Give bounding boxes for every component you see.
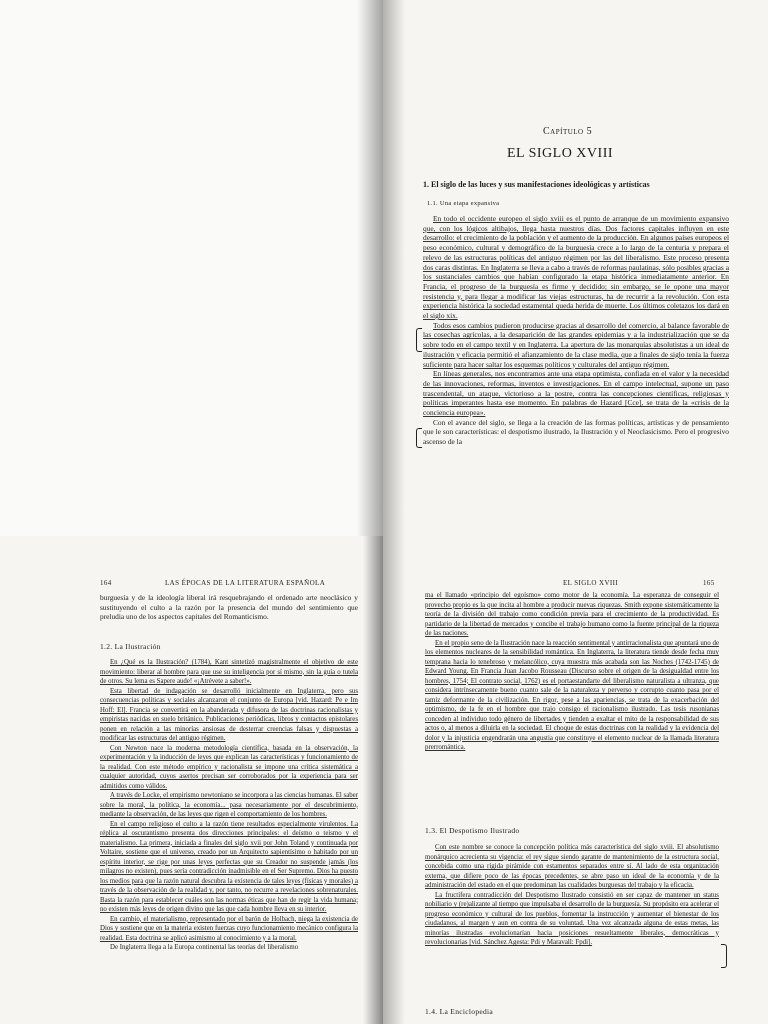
paragraph: ma el llamado «principio del egoísmo» como motor de la economía. La esperanza de conseguir el provecho propio es la que incita al hombre a producir nuevas riquezas. Smith expone sistemáticamente la teoría de la división del trabajo como condición previa para el crecimiento de la productividad. Es partidario de la libertad de mercados y concibe el trabajo humano como la fuente principal de la riqueza de las naciones. [425, 592, 719, 637]
paragraph: De Inglaterra llega a la Europa continental las teorías del liberalismo [110, 944, 299, 951]
chapter-label: Capítulo 5 [543, 126, 593, 137]
margin-bracket [416, 428, 422, 448]
next-section-heading: 1.4. La Enciclopedia [425, 1007, 494, 1016]
paragraph: En el propio seno de la Ilustración nace la reacción sentimental y antirracionalista que apuntará uno de los elementos nucleares de la sensibilidad romántica. En Inglaterra, la literatura tiende desde fecha muy temprana hacia lo tenebroso y melancólico, cuya muestra más acabada son las Noches (1742-1745) de Edward Young. En Francia Juan Jacobo Rousseau (Discurso sobre el origen de la desigualdad entre los hombres, 1754; El contrato social, 1762) es el portaestandarte del liberalismo naturalista a ultranza, que considera intrínsecamente bueno cuanto sale de la naturaleza y perverso y corrupto cuanto pasa por el tamiz deformante de la civilización. En rigor, pese a las apariencias, se trata de la exacerbación del optimismo, de la fe en el hombre que trajo consigo el racionalismo ilustrado. Las tesis rusonianas conceden al individuo todo género de libertades y tienden a exaltar el mito de la responsabilidad de sus actos o, al menos a diluirla en la sociedad. El choque de estas doctrinas con la realidad y la evidencia del dolor y la injusticia engendrarán una angustia que constituye el elemento nuclear de la llamada literatura prerromántica. [425, 639, 719, 751]
paragraph: En todo el occidente europeo el siglo xviii es el punto de arranque de un movimiento expansivo que, con los lógicos altibajos, llega hasta nuestros días. Dos factores capitales influyen en este desarrollo: el crecimiento de la población y el aumento de la producción. En algunos países europeos el peso económico, cultural y demográfico de la burguesía crece a lo largo de la centuria y prepara el relevo de las estructuras políticas del antiguo régimen por las del liberalismo. Este proceso presenta dos caras distintas. En Inglaterra se lleva a cabo a través de reformas paulatinas, sólo posibles gracias a los sustanciales cambios que habían configurado la etapa histórica inmediatamente anterior. En Francia, el progreso de la burguesía es firme y decidido; sin embargo, se le opone una mayor resistencia y, para llegar a modificar las viejas estructuras, ha de recurrir a la revolución. Con esta experiencia histórica la sociedad estamental queda herida de muerte. Los últimos coletazos los dará en el siglo xix. [423, 214, 729, 321]
section-heading: 1.3. El Despotismo Ilustrado [425, 826, 520, 835]
body-text-2 [425, 843, 719, 948]
paragraph: burguesía y de la ideología liberal irá resquebrajando el ordenado arte neoclásico y sustituyendo el culto a la razón por la presencia del mundo del sentimiento que preludia uno de los aspectos capitales del Romanticismo. [100, 593, 358, 622]
paragraph: Todos esos cambios pudieron producirse gracias al desarrollo del comercio, al balance favorable de las cosechas agrícolas, a la desaparición de las grandes epidemias y a la industrialización que se da sobre todo en el campo textil y en Inglaterra. La apertura de las monarquías absolutistas a un ideal de ilustración y eficacia permitió el afianzamiento de la clase media, que a finales de siglo tenía la fuerza suficiente para hacer saltar los esquemas políticos y culturales del antiguo régimen. [423, 320, 729, 369]
gutter-shadow [357, 0, 383, 536]
gutter-shadow [363, 536, 383, 1024]
body-text [425, 591, 719, 753]
running-head: LAS ÉPOCAS DE LA LITERATURA ESPAÑOLA [165, 579, 326, 587]
page-number: 165 [703, 579, 715, 587]
body-text [423, 214, 729, 447]
margin-bracket [721, 944, 727, 968]
margin-bracket [416, 328, 422, 352]
paragraph: Con el avance del siglo, se llega a la creación de las formas políticas, artísticas y de pensamiento que le son características: el despotismo ilustrado, la Ilustración y el Neoclasicismo. Pero el progresivo ascenso de la [423, 417, 729, 447]
subsection-heading: 1.1. Una etapa expansiva [427, 200, 500, 207]
page-number: 164 [100, 579, 112, 587]
gutter-shadow [383, 536, 405, 1024]
paragraph: En ¿Qué es la Ilustración? (1784), Kant sintetizó magistralmente el objetivo de este movimiento: liberar al hombre para que use su inteligencia por sí mismo, sin la guía o tutela de otros. Su lema es Sapere aude! «¡Atrévete a saber!». [100, 659, 358, 685]
chapter-title: EL SIGLO XVIII [507, 146, 614, 161]
body-text [100, 658, 358, 953]
blank-page-left [0, 0, 383, 536]
paragraph: En cambio, el materialismo, representado por el barón de Holbach, niega la existencia de Dios y sostiene que en la materia existen fuerzas cuyo funcionamiento mecánico configura la realidad. Esta doctrina se aplicó asimismo al conocimiento y a la moral. [100, 915, 358, 942]
paragraph: En líneas generales, nos encontramos ante una etapa optimista, confiada en el valor y la necesidad de las innovaciones, reformas, inventos e investigaciones. En el campo intelectual, supone un paso trascendental, un ataque, victorioso a la postre, contra las concepciones científicas, religiosas y políticas imperantes hasta ese momento. En palabras de Hazard [Cce], se trata de la «crisis de la conciencia europea». [423, 369, 729, 418]
running-head: EL SIGLO XVIII [563, 579, 619, 587]
paragraph: Con este nombre se conoce la concepción política más característica del siglo xviii. El absolutismo monárquico acrecienta su vigencia: el rey sigue siendo garante de mantenimiento de la estructura social, concebida como una rígida pirámide con estamentos separados entre sí. Al lado de esta organización externa, que difiere poco de las épocas precedentes, se abre paso un ideal de la economía y de la administración del estado en el que predominan las cualidades burguesas del trabajo y la eficacia. [425, 844, 719, 889]
gutter-shadow [383, 0, 405, 536]
page-165 [383, 536, 768, 1024]
page-chapter-opening [383, 0, 768, 536]
section-heading: 1. El siglo de las luces y sus manifestaciones ideológicas y artísticas [423, 180, 650, 189]
section-heading: 1.2. La Ilustración [100, 642, 161, 651]
paragraph: La fructífera contradicción del Despotismo Ilustrado consistió en ser capaz de mantener un status nobiliario y (re)alizante al tiempo que impulsaba el desarrollo de la burguesía. Su propósito era acelerar el progreso económico y cultural de los pueblos, fomentar la instrucción y aumentar el bienestar de los ciudadanos, al margen y aun en contra de su voluntad. Una vez alcanzada alguna de estas metas, las minorías ilustradas evolucionarían hacia posiciones resueltamente liberales, democráticas y revolucionarias [vid. Sánchez Agesta: Pdi y Maravall: Fpdi]. [425, 891, 719, 946]
paragraph: Con Newton nace la moderna metodología científica, basada en la observación, la experimentación y la inducción de leyes que explican las características y funcionamiento de la realidad. Con este método empírico y racionalista se impone una crítica sistemática a cualquier autoridad, cuyos asertos precisan ser corroborados por la experiencia para ser admitidos como válidos. [100, 744, 358, 790]
page-164 [0, 536, 383, 1024]
intro-text [100, 593, 358, 622]
paragraph: A través de Locke, el empirismo newtoniano se incorpora a las ciencias humanas. El saber sobre la moral, la política, la economía... pasa necesariamente por el descubrimiento, mediante la observación, de las leyes que rigen el comportamiento de los hombres. [100, 792, 358, 818]
paragraph: En el campo religioso el culto a la razón tiene resultados especialmente virulentos. La réplica al oscurantismo presenta dos direcciones principales: el deísmo o teísmo y el materialismo. La primera, iniciada a finales del siglo xvii por John Toland y continuada por Voltaire, sostiene que el universo, creado por un Arquitecto sapientísimo o habitado por un espíritu interior, se rige por unas leyes perfectas que su Creador no suspende jamás (los milagros no existen), pues sería contradicción inadmisible en el Ser Supremo. Dios ha puesto los medios para que la razón natural descubra la existencia de tales leyes (físicas y morales) a través de la observación de la realidad y, por tanto, no recurre a revelaciones sobrenaturales. Basta la razón para establecer cuáles son las normas éticas que han de regir la vida humana; no existen más leyes de origen divino que las que cada hombre lleva en su interior. [100, 820, 358, 913]
paragraph: Esta libertad de indagación se desarrolló inicialmente en Inglaterra, pero sus consecuencias políticas y sociales alcanzaron el conjunto de Europa [vid. Hazard: Pe e Im Hoff: El]. Francia se convertirá en la abanderada y difusora de las doctrinas racionalistas y empiristas nacidas en suelo británico. Publicaciones periódicas, libros y contactos epistolares ponen en relación a las minorías ansiosas de desterrar creencias falsas y dispuestas a modificar las estructuras del antiguo régimen. [100, 687, 358, 742]
